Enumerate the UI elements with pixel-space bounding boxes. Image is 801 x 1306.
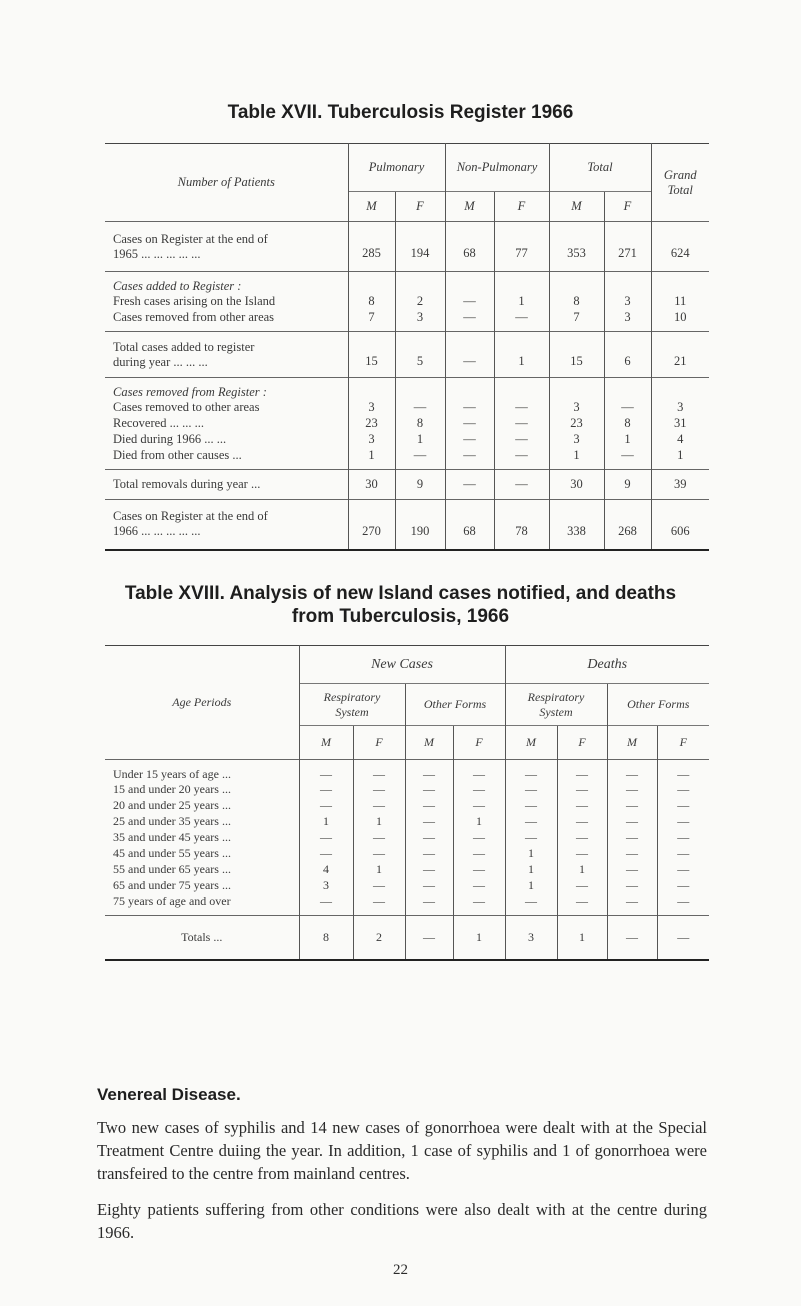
header-m: M [505, 726, 557, 760]
cell: — [453, 798, 505, 814]
cell: — [405, 830, 453, 846]
row-label: Died from other causes ... [113, 447, 242, 462]
cell: 624 [651, 222, 709, 272]
venereal-paragraph-1: Two new cases of syphilis and 14 new cases of gonorrhoea were dealt with at the Special Treatment Centre duiing the year. In addition, 1 case of syphilis and 1 of gonorrhoea were transfeired to the centre from mainland centres. [97, 1118, 707, 1183]
cell: 15 [348, 332, 395, 378]
header-m: M [607, 726, 657, 760]
cell: — [494, 470, 549, 500]
cell: — [657, 916, 709, 960]
row-label: Recovered ... ... ... [113, 416, 204, 430]
cell: 15 [549, 332, 604, 378]
cell: 353 [549, 222, 604, 272]
cell: — [557, 782, 607, 798]
header-other-forms: Other Forms [405, 684, 505, 726]
cell: 1 [395, 432, 445, 448]
cell: — [607, 760, 657, 782]
row-label: Fresh cases arising on the Island [113, 294, 276, 308]
cell: 1 [505, 878, 557, 894]
cell: — [353, 846, 405, 862]
header-m: M [445, 192, 494, 222]
cell: — [607, 798, 657, 814]
table17 [105, 143, 709, 551]
cell: — [453, 846, 505, 862]
row-label: 20 and under 25 years ... [113, 798, 231, 812]
table18-title: Table XVIII. Analysis of new Island cases notified, and deaths [124, 583, 677, 604]
header-f: F [395, 192, 445, 222]
cell: 30 [348, 470, 395, 500]
cell: — [657, 846, 709, 862]
row-label: 1966 ... ... ... ... ... [113, 524, 201, 539]
cell: 23 [549, 416, 604, 432]
cell: — [494, 416, 549, 432]
cell: — [445, 416, 494, 432]
cell: 8 [604, 416, 651, 432]
header-other-forms: Other Forms [607, 684, 709, 726]
cell: — [604, 448, 651, 470]
cell: 78 [494, 500, 549, 550]
cell: — [299, 798, 353, 814]
table17-title: Table XVII. Tuberculosis Register 1966 [227, 102, 574, 123]
cell: — [445, 400, 494, 416]
cell: — [494, 432, 549, 448]
row-label: Cases removed from other areas [113, 309, 275, 324]
header-deaths: Deaths [505, 646, 709, 684]
cell: 7 [549, 310, 604, 332]
cell: 285 [348, 222, 395, 272]
row-label: Total removals during year ... [105, 470, 348, 500]
cell: 31 [651, 416, 709, 432]
cell: — [405, 760, 453, 782]
cell: — [657, 798, 709, 814]
cell: — [445, 448, 494, 470]
cell: 1 [494, 294, 549, 310]
cell: 1 [353, 814, 405, 830]
cell: — [453, 830, 505, 846]
cell: — [557, 798, 607, 814]
cell: — [445, 294, 494, 310]
cell: — [607, 846, 657, 862]
cell: 271 [604, 222, 651, 272]
cell: — [505, 798, 557, 814]
cell: — [657, 814, 709, 830]
row-label: 1965 ... ... ... ... ... [113, 246, 201, 261]
cell: — [557, 814, 607, 830]
cell: — [494, 310, 549, 332]
cell: — [657, 878, 709, 894]
header-resp-system: Respiratory System [299, 684, 405, 726]
cell: — [405, 862, 453, 878]
table-row [105, 862, 709, 878]
header-m: M [405, 726, 453, 760]
cell: 1 [505, 846, 557, 862]
cell: — [607, 814, 657, 830]
cell: 3 [348, 432, 395, 448]
cell: — [405, 916, 453, 960]
cell: 23 [348, 416, 395, 432]
cell: — [445, 310, 494, 332]
cell: 3 [604, 310, 651, 332]
header-f: F [657, 726, 709, 760]
cell: — [607, 862, 657, 878]
cell: 10 [651, 310, 709, 332]
cell: 1 [651, 448, 709, 470]
table-row [105, 846, 709, 862]
cell: 8 [395, 416, 445, 432]
cell: — [405, 798, 453, 814]
cell: — [353, 878, 405, 894]
cell: — [557, 846, 607, 862]
cell: — [405, 782, 453, 798]
venereal-paragraph-2: Eighty patients suffering from other conditions were also dealt with at the centre during 1966. [97, 1200, 707, 1242]
table-row [105, 470, 709, 500]
cell: 68 [445, 500, 494, 550]
cell: 6 [604, 332, 651, 378]
table-row [105, 830, 709, 846]
cell: 3 [299, 878, 353, 894]
cell: — [299, 846, 353, 862]
header-m: M [348, 192, 395, 222]
cell: 3 [651, 400, 709, 416]
table-row [105, 814, 709, 830]
table-row [105, 500, 709, 550]
row-label: Cases on Register at the end of [113, 509, 268, 524]
cell: — [353, 830, 405, 846]
cell: — [405, 846, 453, 862]
header-resp-system: Respiratory System [505, 684, 607, 726]
table-row [105, 878, 709, 894]
cell: 3 [395, 310, 445, 332]
cell: 9 [604, 470, 651, 500]
row-label: Cases on Register at the end of [113, 231, 268, 246]
totals-label: Totals ... [105, 916, 299, 960]
page-number: 22 [393, 1262, 408, 1278]
cell: 606 [651, 500, 709, 550]
cell: 2 [353, 916, 405, 960]
table18-subtitle: from Tuberculosis, 1966 [291, 606, 510, 627]
cell: — [353, 782, 405, 798]
header-age-periods: Age Periods [172, 695, 232, 709]
cell: — [505, 814, 557, 830]
section-label: Cases removed from Register : [105, 378, 348, 400]
cell: 1 [494, 332, 549, 378]
header-f: F [453, 726, 505, 760]
cell: — [494, 448, 549, 470]
cell: — [453, 862, 505, 878]
cell: — [557, 830, 607, 846]
cell: — [453, 760, 505, 782]
table-row [105, 760, 709, 782]
cell: 2 [395, 294, 445, 310]
header-f: F [494, 192, 549, 222]
table-row [105, 432, 709, 448]
cell: — [453, 894, 505, 916]
table-row [105, 400, 709, 416]
cell: 1 [453, 814, 505, 830]
table-row [105, 378, 709, 400]
cell: — [405, 814, 453, 830]
cell: 3 [549, 432, 604, 448]
cell: 30 [549, 470, 604, 500]
cell: — [657, 760, 709, 782]
table-row [105, 894, 709, 916]
cell: 3 [604, 294, 651, 310]
cell: — [557, 878, 607, 894]
cell: 1 [353, 862, 405, 878]
cell: — [607, 782, 657, 798]
table-row [105, 448, 709, 470]
cell: — [453, 878, 505, 894]
cell: — [607, 894, 657, 916]
cell: 8 [348, 294, 395, 310]
row-label: 25 and under 35 years ... [113, 814, 231, 828]
cell: — [353, 760, 405, 782]
cell: 3 [549, 400, 604, 416]
cell: 268 [604, 500, 651, 550]
cell: — [505, 782, 557, 798]
cell: 1 [505, 862, 557, 878]
cell: — [395, 448, 445, 470]
header-f: F [353, 726, 405, 760]
cell: 68 [445, 222, 494, 272]
row-label: 65 and under 75 years ... [113, 878, 231, 892]
row-label: Died during 1966 ... ... [113, 432, 227, 446]
cell: 1 [453, 916, 505, 960]
cell: 4 [299, 862, 353, 878]
header-f: F [604, 192, 651, 222]
cell: 1 [557, 862, 607, 878]
cell: 4 [651, 432, 709, 448]
row-label: during year ... ... ... [113, 354, 208, 369]
cell: — [299, 782, 353, 798]
cell: 3 [348, 400, 395, 416]
table-row [105, 332, 709, 378]
cell: — [445, 432, 494, 448]
cell: 77 [494, 222, 549, 272]
cell: 8 [299, 916, 353, 960]
cell: 39 [651, 470, 709, 500]
cell: — [395, 400, 445, 416]
row-label: Cases removed to other areas [113, 400, 260, 414]
cell: 1 [557, 916, 607, 960]
cell: 1 [549, 448, 604, 470]
row-label: 75 years of age and over [113, 893, 231, 908]
header-f: F [557, 726, 607, 760]
header-total: Total [549, 144, 651, 192]
cell: — [505, 830, 557, 846]
cell: — [299, 830, 353, 846]
row-label: Under 15 years of age ... [105, 760, 299, 782]
row-label: 55 and under 65 years ... [113, 862, 231, 876]
cell: 9 [395, 470, 445, 500]
cell: 190 [395, 500, 445, 550]
cell: — [494, 400, 549, 416]
cell: — [445, 470, 494, 500]
cell: — [505, 894, 557, 916]
venereal-heading: Venereal Disease. [97, 1085, 241, 1104]
cell: — [657, 894, 709, 916]
header-m: M [549, 192, 604, 222]
header-non-pulmonary: Non-Pulmonary [445, 144, 549, 192]
cell: — [607, 916, 657, 960]
cell: 194 [395, 222, 445, 272]
cell: — [604, 400, 651, 416]
cell: — [657, 862, 709, 878]
header-new-cases: New Cases [299, 646, 505, 684]
header-grand-total: Grand Total [651, 144, 709, 222]
cell: 1 [348, 448, 395, 470]
cell: — [657, 782, 709, 798]
cell: 5 [395, 332, 445, 378]
cell: — [405, 894, 453, 916]
cell: — [405, 878, 453, 894]
row-label: 15 and under 20 years ... [113, 782, 231, 796]
header-m: M [299, 726, 353, 760]
cell: 1 [299, 814, 353, 830]
table18 [105, 645, 709, 961]
cell: 338 [549, 500, 604, 550]
header-patients: Number of Patients [177, 175, 275, 189]
cell: — [607, 878, 657, 894]
cell: — [353, 798, 405, 814]
totals-row [105, 916, 709, 960]
section-label: Cases added to Register : [105, 272, 348, 294]
cell: — [353, 894, 405, 916]
table-row [105, 782, 709, 798]
cell: — [557, 894, 607, 916]
cell: — [557, 760, 607, 782]
table-row [105, 272, 709, 294]
table-row [105, 416, 709, 432]
row-label: Total cases added to register [113, 339, 255, 354]
cell: — [607, 830, 657, 846]
header-pulmonary: Pulmonary [348, 144, 445, 192]
cell: — [299, 894, 353, 916]
table-row [105, 222, 709, 272]
cell: — [445, 332, 494, 378]
cell: 8 [549, 294, 604, 310]
cell: 270 [348, 500, 395, 550]
cell: — [453, 782, 505, 798]
cell: — [299, 760, 353, 782]
table-row [105, 310, 709, 332]
cell: 11 [651, 294, 709, 310]
cell: 1 [604, 432, 651, 448]
cell: 21 [651, 332, 709, 378]
cell: 3 [505, 916, 557, 960]
cell: — [657, 830, 709, 846]
row-label: 35 and under 45 years ... [113, 830, 231, 844]
row-label: 45 and under 55 years ... [113, 846, 231, 860]
table-row [105, 294, 709, 310]
cell: — [505, 760, 557, 782]
table-row [105, 798, 709, 814]
cell: 7 [348, 310, 395, 332]
